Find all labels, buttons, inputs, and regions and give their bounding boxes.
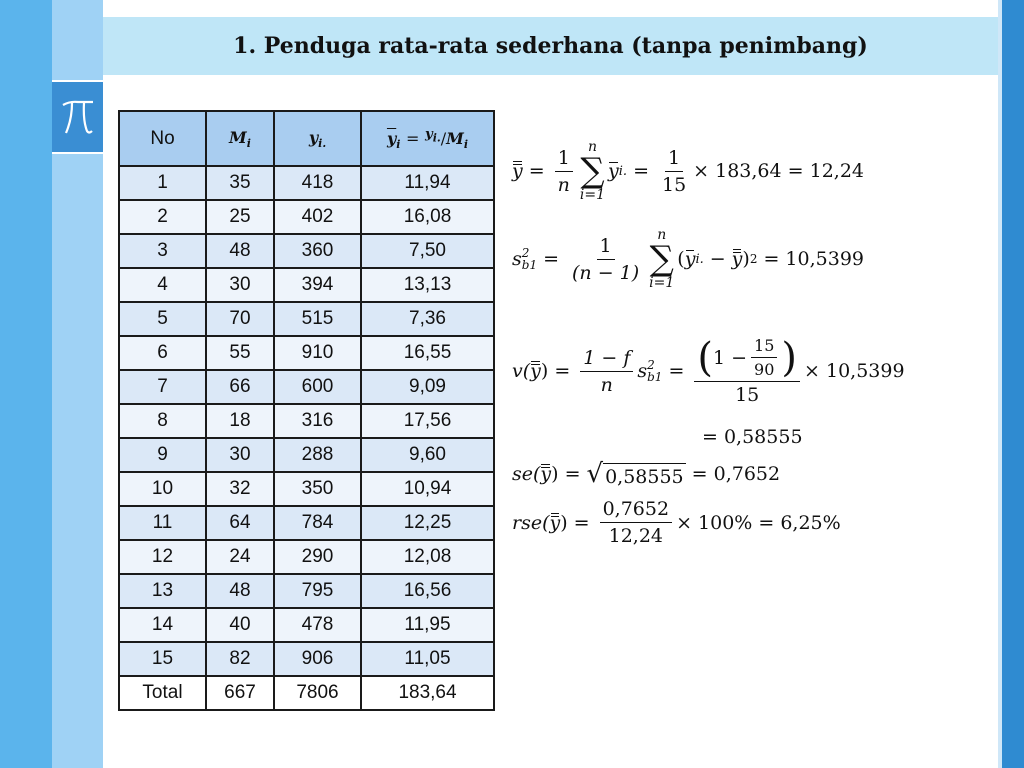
table-cell-no: 3 bbox=[119, 234, 206, 268]
table-cell-ratio: 11,95 bbox=[361, 608, 494, 642]
table-cell-yi: 910 bbox=[274, 336, 361, 370]
table-cell-no: 14 bbox=[119, 608, 206, 642]
table-cell-ratio: 11,94 bbox=[361, 166, 494, 200]
left-accent-strip bbox=[0, 0, 52, 768]
table-cell-no: 5 bbox=[119, 302, 206, 336]
table-cell-yi: 316 bbox=[274, 404, 361, 438]
table-cell-mi: 66 bbox=[206, 370, 274, 404]
table-cell-no: 10 bbox=[119, 472, 206, 506]
table-cell-ratio: 12,08 bbox=[361, 540, 494, 574]
table-cell-ratio: 16,08 bbox=[361, 200, 494, 234]
table-cell-yi: 418 bbox=[274, 166, 361, 200]
table-cell-no: 7 bbox=[119, 370, 206, 404]
table-total-row bbox=[119, 676, 494, 710]
table-row bbox=[119, 506, 494, 540]
table-cell-yi: 478 bbox=[274, 608, 361, 642]
table-cell-mi: 64 bbox=[206, 506, 274, 540]
table-row bbox=[119, 166, 494, 200]
table-cell-ratio: 16,55 bbox=[361, 336, 494, 370]
table-cell-mi: 70 bbox=[206, 302, 274, 336]
table-cell-no: 2 bbox=[119, 200, 206, 234]
total-cell-ratio: 183,64 bbox=[361, 676, 494, 710]
table-cell-mi: 30 bbox=[206, 438, 274, 472]
table-row bbox=[119, 642, 494, 676]
table-cell-no: 1 bbox=[119, 166, 206, 200]
table-row bbox=[119, 438, 494, 472]
table-cell-no: 4 bbox=[119, 268, 206, 302]
header-no: No bbox=[119, 111, 206, 166]
table-cell-mi: 48 bbox=[206, 574, 274, 608]
header-yi: $y_{i.}$ bbox=[274, 111, 361, 166]
table-cell-no: 9 bbox=[119, 438, 206, 472]
total-cell-mi: 667 bbox=[206, 676, 274, 710]
table-cell-ratio: 9,60 bbox=[361, 438, 494, 472]
table-row bbox=[119, 574, 494, 608]
table-cell-mi: 55 bbox=[206, 336, 274, 370]
header-mi: $M_i$ bbox=[206, 111, 274, 166]
table-cell-mi: 30 bbox=[206, 268, 274, 302]
table-cell-yi: 784 bbox=[274, 506, 361, 540]
table-cell-mi: 40 bbox=[206, 608, 274, 642]
table-cell-no: 15 bbox=[119, 642, 206, 676]
table-cell-ratio: 13,13 bbox=[361, 268, 494, 302]
table-cell-ratio: 16,56 bbox=[361, 574, 494, 608]
table-cell-ratio: 7,36 bbox=[361, 302, 494, 336]
table-row bbox=[119, 404, 494, 438]
table-cell-ratio: 10,94 bbox=[361, 472, 494, 506]
table-row bbox=[119, 370, 494, 404]
total-cell-yi: 7806 bbox=[274, 676, 361, 710]
formula-standard-error: se( y ) = √ 0,58555 = 0,7652 bbox=[512, 459, 781, 489]
table-cell-ratio: 12,25 bbox=[361, 506, 494, 540]
table-cell-yi: 350 bbox=[274, 472, 361, 506]
table-cell-mi: 24 bbox=[206, 540, 274, 574]
table-cell-mi: 25 bbox=[206, 200, 274, 234]
formula-variance-result: = 0,58555 bbox=[702, 426, 803, 448]
table-row bbox=[119, 234, 494, 268]
table-cell-yi: 600 bbox=[274, 370, 361, 404]
formula-relative-standard-error: rse( y ) = $\frac{0,7652}{12,24}$ × 100% = 6,25% bbox=[512, 498, 841, 547]
table-cell-yi: 515 bbox=[274, 302, 361, 336]
table-row bbox=[119, 200, 494, 234]
table-cell-ratio: 9,09 bbox=[361, 370, 494, 404]
table-cell-no: 11 bbox=[119, 506, 206, 540]
header-ratio: $\overline{y}_i = ^{y_{i.}}/M_i$ bbox=[361, 111, 494, 166]
table-cell-no: 6 bbox=[119, 336, 206, 370]
table-cell-mi: 18 bbox=[206, 404, 274, 438]
table-cell-yi: 288 bbox=[274, 438, 361, 472]
table-cell-mi: 82 bbox=[206, 642, 274, 676]
data-table bbox=[118, 110, 495, 711]
table-row bbox=[119, 540, 494, 574]
pi-icon bbox=[60, 97, 96, 137]
logo-box bbox=[52, 80, 103, 154]
page-title: 1. Penduga rata-rata sederhana (tanpa penimbang) bbox=[233, 33, 868, 59]
table-cell-ratio: 11,05 bbox=[361, 642, 494, 676]
total-cell-no: Total bbox=[119, 676, 206, 710]
formula-variance: s 2 b1 = $\frac{1}{(n - 1)}$ n ∑ i=1 ( y i. − y ) 2 = 10,5399 bbox=[512, 227, 864, 291]
title-bar bbox=[103, 17, 998, 75]
table-cell-mi: 48 bbox=[206, 234, 274, 268]
formula-variance-of-mean: v( y ) = $\frac{1 - f}{n}$ s 2 b1 = ( 1 − $\frac{15}{90}$ ) 15 × 10,5399 bbox=[512, 334, 905, 406]
table-cell-no: 12 bbox=[119, 540, 206, 574]
table-cell-mi: 32 bbox=[206, 472, 274, 506]
table-cell-yi: 906 bbox=[274, 642, 361, 676]
table-cell-ratio: 17,56 bbox=[361, 404, 494, 438]
table-row bbox=[119, 302, 494, 336]
formula-grand-mean: y = $\frac{1}{n}$ n ∑ i=1 y i. = $\frac{1}{15}$ × 183,64 = 12,24 bbox=[512, 139, 865, 203]
table-cell-no: 8 bbox=[119, 404, 206, 438]
table-header-row bbox=[119, 111, 494, 166]
table-cell-yi: 360 bbox=[274, 234, 361, 268]
table-cell-yi: 290 bbox=[274, 540, 361, 574]
table-cell-no: 13 bbox=[119, 574, 206, 608]
table-cell-yi: 402 bbox=[274, 200, 361, 234]
right-accent-line bbox=[998, 0, 1002, 768]
table-row bbox=[119, 608, 494, 642]
table-row bbox=[119, 268, 494, 302]
table-cell-ratio: 7,50 bbox=[361, 234, 494, 268]
table-cell-yi: 394 bbox=[274, 268, 361, 302]
table-row bbox=[119, 336, 494, 370]
table-cell-mi: 35 bbox=[206, 166, 274, 200]
table-row bbox=[119, 472, 494, 506]
table-cell-yi: 795 bbox=[274, 574, 361, 608]
